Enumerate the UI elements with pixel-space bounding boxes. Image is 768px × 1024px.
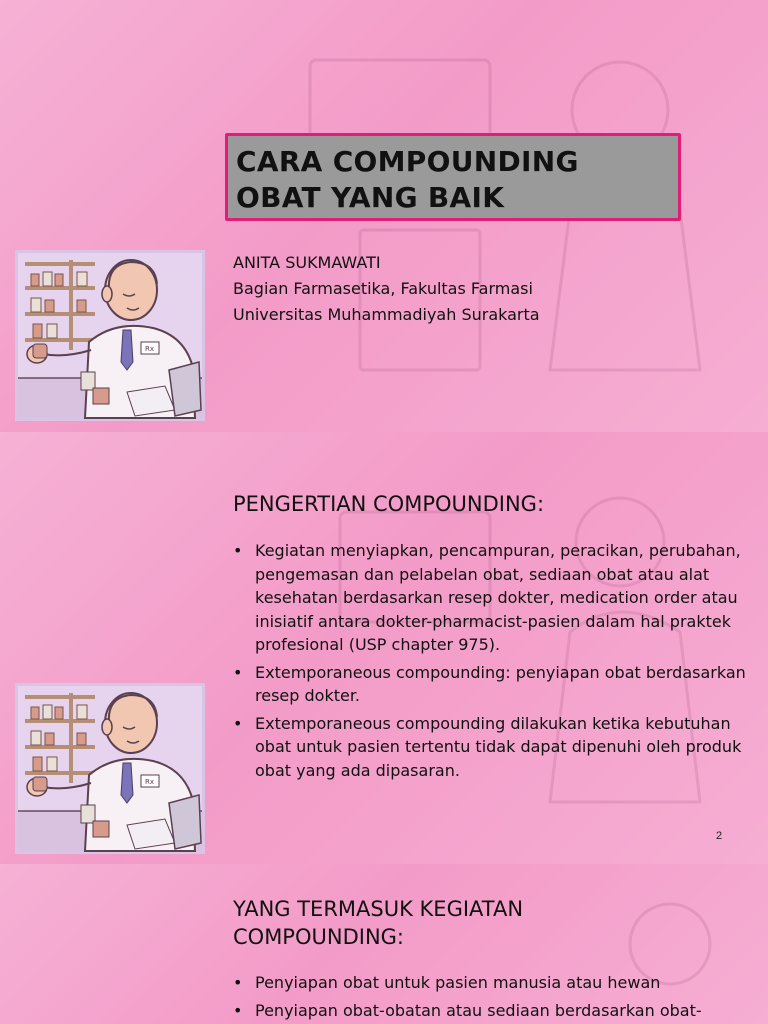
section-heading: PENGERTIAN COMPOUNDING: — [233, 492, 545, 516]
list-item: • Extemporaneous compounding dilakukan ketika kebutuhan obat untuk pasien tertentu tidak dapat dipenuhi oleh produk obat yang ada dipasaran. — [233, 712, 753, 783]
page-number: 2 — [716, 830, 723, 842]
pharmacist-clipart-icon — [15, 683, 205, 854]
title-line-2: OBAT YANG BAIK — [236, 181, 505, 214]
author-block — [233, 250, 540, 328]
slide-3 — [0, 864, 768, 1024]
author-name: ANITA SUKMAWATI — [233, 253, 381, 272]
list-item: • Penyiapan obat-obatan atau sediaan berdasarkan obat- — [233, 999, 753, 1023]
pharmacist-clipart-icon — [15, 250, 205, 421]
section-heading — [233, 895, 523, 951]
title-box — [225, 133, 681, 221]
title-line-1: CARA COMPOUNDING — [236, 145, 579, 178]
list-item: • Penyiapan obat untuk pasien manusia atau hewan — [233, 971, 753, 995]
section-heading-line-1: YANG TERMASUK KEGIATAN — [233, 897, 524, 921]
bullet-list — [233, 539, 753, 786]
list-item: • Kegiatan menyiapkan, pencampuran, peracikan, perubahan, pengemasan dan pelabelan obat, sediaan obat atau alat kesehatan berdasarkan resep dokter, medication order atau inisiatif antara dokter-pharmacist-pasien dalam hal praktek profesional (USP chapter 975). — [233, 539, 753, 657]
slide-1 — [0, 0, 768, 432]
author-university: Universitas Muhammadiyah Surakarta — [233, 305, 540, 324]
section-heading-line-2: COMPOUNDING: — [233, 925, 405, 949]
list-item: • Extemporaneous compounding: penyiapan obat berdasarkan resep dokter. — [233, 661, 753, 708]
author-department: Bagian Farmasetika, Fakultas Farmasi — [233, 279, 533, 298]
slide-2 — [0, 432, 768, 864]
bullet-list — [233, 971, 753, 1024]
